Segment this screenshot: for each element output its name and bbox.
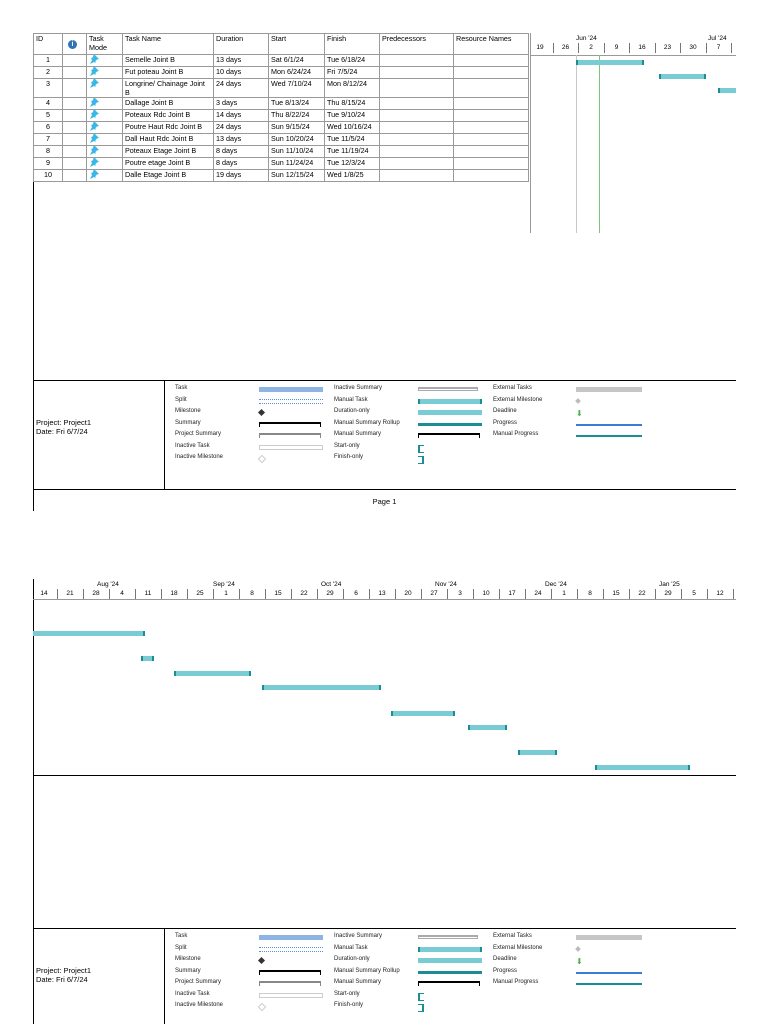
row-start[interactable]: Sun 11/10/24 <box>269 146 325 158</box>
manual-task-icon <box>89 124 99 133</box>
legend-label: Inactive Summary <box>334 933 383 939</box>
row-indicator[interactable] <box>63 158 87 170</box>
gantt-bar-task-6[interactable] <box>262 685 381 690</box>
gantt-bar-task-10[interactable] <box>595 765 690 770</box>
row-duration[interactable]: 13 days <box>214 55 269 67</box>
table-row[interactable] <box>34 79 529 98</box>
ts2-day-label: 8 <box>588 590 592 597</box>
col-header-finish[interactable]: Finish <box>325 34 380 55</box>
legend-label: Task <box>175 385 188 391</box>
ts2-month-label: Sep '24 <box>213 581 235 588</box>
ts2-day-label: 24 <box>534 590 542 597</box>
col-header-indicators[interactable] <box>63 34 87 55</box>
page-number: Page 1 <box>372 497 397 506</box>
ts2-day-label: 17 <box>508 590 516 597</box>
row-task-name[interactable]: Fut poteau Joint B <box>123 67 214 79</box>
manual-task-icon <box>89 160 99 169</box>
row-indicator[interactable] <box>63 134 87 146</box>
col-header-id[interactable]: ID <box>34 34 63 55</box>
manual-progress-legend-icon <box>576 433 642 437</box>
row-task-name[interactable]: Semelle Joint B <box>123 55 214 67</box>
table-row[interactable] <box>34 146 529 158</box>
timescale-bottom-line <box>530 55 736 56</box>
row-task-name[interactable]: Poutre Haut Rdc Joint B <box>123 122 214 134</box>
legend-label: Inactive Summary <box>334 385 383 391</box>
row-task-mode[interactable] <box>87 67 123 79</box>
project-summary-legend-icon <box>259 981 321 986</box>
ts2-month-label: Jan '25 <box>659 581 680 588</box>
legend-label: Progress <box>493 419 518 426</box>
legend-label: Split <box>175 396 187 403</box>
row-start[interactable]: Wed 7/10/24 <box>269 79 325 98</box>
row-start[interactable]: Sun 11/24/24 <box>269 158 325 170</box>
manual-task-icon <box>89 148 99 157</box>
ts2-day-label: 13 <box>378 590 386 597</box>
page-1 <box>33 33 736 511</box>
ts2-day-label: 29 <box>326 590 334 597</box>
row-finish[interactable]: Thu 8/15/24 <box>325 98 380 110</box>
legend-label: Finish-only <box>334 1002 364 1008</box>
milestone-legend-icon <box>259 410 264 415</box>
legend-label: Inactive Milestone <box>175 454 224 460</box>
row-finish[interactable]: Tue 9/10/24 <box>325 110 380 122</box>
duration-only-legend-icon <box>418 958 482 963</box>
row-duration[interactable]: 19 days <box>214 170 269 182</box>
row-id[interactable]: 7 <box>34 134 63 146</box>
project-name: Project: Project1 <box>36 966 92 975</box>
gantt-bar-task-7[interactable] <box>391 711 455 716</box>
summary-legend-icon <box>259 970 321 975</box>
legend-footer <box>33 928 736 1024</box>
row-duration[interactable]: 3 days <box>214 98 269 110</box>
info-icon: i <box>68 40 77 49</box>
legend-label: Summary <box>175 967 201 974</box>
start-only-legend-icon <box>418 993 424 1001</box>
ts2-day-label: 29 <box>664 590 672 597</box>
legend-label: Deadline <box>493 956 517 962</box>
legend-label: External Tasks <box>493 933 532 939</box>
row-predecessors[interactable] <box>380 79 454 98</box>
task-legend-icon <box>259 387 323 392</box>
external-milestone-legend-icon <box>576 947 580 951</box>
project-date: Date: Fri 6/7/24 <box>36 427 88 436</box>
row-task-name[interactable]: Dall Haut Rdc Joint B <box>123 134 214 146</box>
row-predecessors[interactable] <box>380 55 454 67</box>
finish-only-legend-icon <box>418 1004 424 1012</box>
table-row[interactable] <box>34 98 529 110</box>
manual-summary-legend-icon <box>418 433 480 438</box>
row-id[interactable]: 6 <box>34 122 63 134</box>
row-indicator[interactable] <box>63 110 87 122</box>
legend-label: External Tasks <box>493 385 532 391</box>
row-start[interactable]: Sat 6/1/24 <box>269 55 325 67</box>
legend-label: Manual Summary <box>334 431 382 437</box>
ts1-day-label: 23 <box>663 44 672 51</box>
row-id[interactable]: 8 <box>34 146 63 158</box>
row-start[interactable]: Tue 8/13/24 <box>269 98 325 110</box>
legend-label: Duration-only <box>334 408 370 414</box>
row-duration[interactable]: 8 days <box>214 158 269 170</box>
project-summary-legend-icon <box>259 433 321 438</box>
row-id[interactable]: 9 <box>34 158 63 170</box>
row-predecessors[interactable] <box>380 67 454 79</box>
row-start[interactable]: Sun 9/15/24 <box>269 122 325 134</box>
finish-only-legend-icon <box>418 456 424 464</box>
deadline-legend-icon: ⬇ <box>576 409 583 418</box>
legend-divider <box>164 928 165 1024</box>
row-finish[interactable]: Wed 10/16/24 <box>325 122 380 134</box>
manual-task-icon <box>89 81 99 90</box>
table-row[interactable] <box>34 55 529 67</box>
row-finish[interactable]: Wed 1/8/25 <box>325 170 380 182</box>
gantt-bar-task-3[interactable] <box>718 88 736 93</box>
legend-divider <box>164 380 165 490</box>
row-id[interactable]: 4 <box>34 98 63 110</box>
ts2-day-label: 6 <box>354 590 358 597</box>
col-header-task-name[interactable]: Task Name <box>123 34 214 55</box>
manual-task-icon <box>89 57 99 66</box>
table-row[interactable] <box>34 170 529 182</box>
legend-label: Inactive Milestone <box>175 1002 224 1008</box>
row-indicator[interactable] <box>63 98 87 110</box>
manual-task-icon <box>89 112 99 121</box>
ts2-day-label: 1 <box>562 590 566 597</box>
manual-summary-legend-icon <box>418 981 480 986</box>
task-table <box>33 33 529 182</box>
row-id[interactable]: 10 <box>34 170 63 182</box>
legend-label: Milestone <box>175 408 201 414</box>
row-duration[interactable]: 24 days <box>214 79 269 98</box>
inactive-milestone-legend-icon <box>259 456 265 462</box>
progress-legend-icon <box>576 970 642 974</box>
ts2-day-label: 8 <box>250 590 254 597</box>
legend-label: Deadline <box>493 408 517 414</box>
row-id[interactable]: 3 <box>34 79 63 98</box>
current-date-line <box>599 55 600 233</box>
gantt-bar-task-5[interactable] <box>174 671 251 676</box>
legend-label: Duration-only <box>334 956 370 962</box>
row-predecessors[interactable] <box>380 146 454 158</box>
row-indicator[interactable] <box>63 146 87 158</box>
legend-label: External Milestone <box>493 944 543 951</box>
row-resources[interactable] <box>454 98 529 110</box>
ts1-day-label: 30 <box>689 44 697 51</box>
table-row[interactable] <box>34 134 529 146</box>
row-duration[interactable]: 13 days <box>214 134 269 146</box>
legend-label: Milestone <box>175 956 201 962</box>
inactive-milestone-legend-icon <box>259 1004 265 1010</box>
gantt-bar-task-2[interactable] <box>659 74 706 79</box>
row-resources[interactable] <box>454 134 529 146</box>
row-task-mode[interactable] <box>87 158 123 170</box>
start-only-legend-icon <box>418 445 424 453</box>
legend-label: Project Summary <box>175 431 222 437</box>
legend-label: Manual Task <box>334 944 368 951</box>
timescale-page-1 <box>530 33 736 55</box>
progress-legend-icon <box>576 422 642 426</box>
row-duration[interactable]: 10 days <box>214 67 269 79</box>
month-gridline <box>576 55 577 233</box>
row-indicator[interactable] <box>63 122 87 134</box>
table-row[interactable] <box>34 158 529 170</box>
row-indicator[interactable] <box>63 55 87 67</box>
legend-label: Start-only <box>334 990 360 997</box>
ts2-day-label: 25 <box>196 590 204 597</box>
manual-task-icon <box>89 172 99 181</box>
row-indicator[interactable] <box>63 170 87 182</box>
col-header-predecessors[interactable]: Predecessors <box>380 34 454 55</box>
legend-label: Manual Summary Rollup <box>334 967 400 974</box>
row-resources[interactable] <box>454 158 529 170</box>
manual-task-icon <box>89 69 99 78</box>
row-finish[interactable]: Tue 6/18/24 <box>325 55 380 67</box>
page-2 <box>33 579 736 1024</box>
row-indicator[interactable] <box>63 79 87 98</box>
row-resources[interactable] <box>454 79 529 98</box>
legend-footer <box>33 380 736 490</box>
legend-label: External Milestone <box>493 396 543 403</box>
legend-label: Manual Summary Rollup <box>334 419 400 426</box>
row-resources[interactable] <box>454 55 529 67</box>
row-task-mode[interactable] <box>87 134 123 146</box>
row-predecessors[interactable] <box>380 158 454 170</box>
milestone-legend-icon <box>259 958 264 963</box>
ts1-day-label: 2 <box>589 44 593 51</box>
row-id[interactable]: 1 <box>34 55 63 67</box>
manual-task-legend-icon <box>418 399 482 404</box>
table-header-row <box>34 34 529 55</box>
row-task-name[interactable]: Poutre etage Joint B <box>123 158 214 170</box>
row-task-mode[interactable] <box>87 110 123 122</box>
ts1-day-label: 26 <box>561 44 570 51</box>
manual-summary-rollup-legend-icon <box>418 970 482 974</box>
ts2-month-label: Aug '24 <box>97 581 119 588</box>
legend-label: Manual Summary <box>334 979 382 985</box>
row-resources[interactable] <box>454 146 529 158</box>
manual-progress-legend-icon <box>576 981 642 985</box>
row-task-mode[interactable] <box>87 146 123 158</box>
legend-label: Summary <box>175 419 201 426</box>
row-id[interactable]: 2 <box>34 67 63 79</box>
legend-label: Manual Progress <box>493 979 539 985</box>
ts2-day-label: 5 <box>692 590 696 597</box>
row-resources[interactable] <box>454 122 529 134</box>
row-duration[interactable]: 14 days <box>214 110 269 122</box>
ts2-day-label: 22 <box>300 590 308 597</box>
gantt-divider <box>530 33 531 233</box>
row-id[interactable]: 5 <box>34 110 63 122</box>
inactive-task-legend-icon <box>259 445 323 450</box>
ts2-day-label: 14 <box>40 590 48 597</box>
legend-label: Inactive Task <box>175 442 210 449</box>
row-duration[interactable]: 24 days <box>214 122 269 134</box>
table-row[interactable] <box>34 122 529 134</box>
row-predecessors[interactable] <box>380 134 454 146</box>
col-header-duration[interactable]: Duration <box>214 34 269 55</box>
row-task-mode[interactable] <box>87 170 123 182</box>
ts1-day-label: 7 <box>716 44 721 51</box>
legend-label: Task <box>175 933 188 939</box>
ts1-day-label: 9 <box>614 44 619 51</box>
col-header-start[interactable]: Start <box>269 34 325 55</box>
table-row[interactable] <box>34 67 529 79</box>
row-predecessors[interactable] <box>380 98 454 110</box>
row-task-name[interactable]: Poteaux Rdc Joint B <box>123 110 214 122</box>
split-legend-icon <box>259 947 323 952</box>
legend-label: Project Summary <box>175 979 222 985</box>
row-task-mode[interactable] <box>87 122 123 134</box>
ts2-day-label: 15 <box>612 590 620 597</box>
gantt-bar-task-4[interactable] <box>141 656 154 661</box>
ts2-month-label: Oct '24 <box>321 581 342 588</box>
timescale-bottom-line <box>33 599 736 600</box>
inactive-summary-legend-icon <box>418 387 478 391</box>
row-duration[interactable]: 8 days <box>214 146 269 158</box>
legend-label: Start-only <box>334 442 360 449</box>
gantt-bottom-line <box>33 775 736 776</box>
legend-label: Inactive Task <box>175 990 210 997</box>
project-date: Date: Fri 6/7/24 <box>36 975 88 984</box>
row-task-mode[interactable] <box>87 79 123 98</box>
legend-label: Manual Task <box>334 396 368 403</box>
manual-task-icon <box>89 136 99 145</box>
ts2-month-label: Dec '24 <box>545 581 567 588</box>
manual-task-icon <box>89 100 99 109</box>
row-resources[interactable] <box>454 110 529 122</box>
row-predecessors[interactable] <box>380 122 454 134</box>
ts2-day-label: 20 <box>404 590 412 597</box>
row-start[interactable]: Sun 12/15/24 <box>269 170 325 182</box>
gantt-bar-task-1[interactable] <box>576 60 644 65</box>
split-legend-icon <box>259 399 323 404</box>
gantt-bar-task-9[interactable] <box>518 750 557 755</box>
row-finish[interactable]: Tue 12/3/24 <box>325 158 380 170</box>
external-tasks-legend-icon <box>576 387 642 392</box>
ts2-day-label: 15 <box>274 590 282 597</box>
row-start[interactable]: Sun 10/20/24 <box>269 134 325 146</box>
ts1-day-label: 16 <box>638 44 646 51</box>
legend-label: Split <box>175 944 187 951</box>
ts1-day-label: 19 <box>536 44 544 51</box>
legend-label: Finish-only <box>334 454 364 460</box>
row-task-name[interactable]: Dalle Etage Joint B <box>123 170 214 182</box>
col-header-resource-names[interactable]: Resource Names <box>454 34 529 55</box>
timescale-tick <box>733 589 734 599</box>
ts2-day-label: 28 <box>92 590 100 597</box>
row-resources[interactable] <box>454 67 529 79</box>
inactive-summary-legend-icon <box>418 935 478 939</box>
ts2-day-label: 3 <box>458 590 462 597</box>
ts1-month-label: Jun '24 <box>576 35 597 42</box>
external-milestone-legend-icon <box>576 399 580 403</box>
external-tasks-legend-icon <box>576 935 642 940</box>
manual-summary-rollup-legend-icon <box>418 422 482 426</box>
row-task-mode[interactable] <box>87 55 123 67</box>
gantt-bar-task-3-cont[interactable] <box>33 631 145 636</box>
row-finish[interactable]: Tue 11/19/24 <box>325 146 380 158</box>
ts2-day-label: 21 <box>66 590 74 597</box>
row-task-mode[interactable] <box>87 98 123 110</box>
task-legend-icon <box>259 935 323 940</box>
row-finish[interactable]: Tue 11/5/24 <box>325 134 380 146</box>
row-resources[interactable] <box>454 170 529 182</box>
timescale-tick <box>731 43 732 53</box>
legend-label: Progress <box>493 967 518 974</box>
timescale-page-2 <box>33 579 736 599</box>
row-predecessors[interactable] <box>380 110 454 122</box>
ts2-day-label: 12 <box>716 590 724 597</box>
ts2-day-label: 1 <box>224 590 228 597</box>
ts2-day-label: 10 <box>482 590 490 597</box>
gantt-bar-task-8[interactable] <box>468 725 507 730</box>
manual-task-legend-icon <box>418 947 482 952</box>
ts1-month-label: Jul '24 <box>708 35 727 42</box>
table-row[interactable] <box>34 110 529 122</box>
row-finish[interactable]: Fri 7/5/24 <box>325 67 380 79</box>
project-name: Project: Project1 <box>36 418 92 427</box>
duration-only-legend-icon <box>418 410 482 415</box>
footer-bottom-line <box>33 489 736 490</box>
row-task-name[interactable]: Dallage Joint B <box>123 98 214 110</box>
row-indicator[interactable] <box>63 67 87 79</box>
row-predecessors[interactable] <box>380 170 454 182</box>
row-start[interactable]: Thu 8/22/24 <box>269 110 325 122</box>
ts2-day-label: 18 <box>170 590 178 597</box>
legend-label: Manual Progress <box>493 431 539 437</box>
ts2-day-label: 27 <box>430 590 438 597</box>
row-finish[interactable]: Mon 8/12/24 <box>325 79 380 98</box>
row-start[interactable]: Mon 6/24/24 <box>269 67 325 79</box>
row-task-name[interactable]: Poteaux Etage Joint B <box>123 146 214 158</box>
deadline-legend-icon: ⬇ <box>576 957 583 966</box>
ts2-day-label: 4 <box>120 590 124 597</box>
inactive-task-legend-icon <box>259 993 323 998</box>
ts2-month-label: Nov '24 <box>435 581 457 588</box>
summary-legend-icon <box>259 422 321 427</box>
col-header-task-mode[interactable]: Task Mode <box>87 34 123 55</box>
row-task-name[interactable]: Longrine/ Chainage Joint B <box>123 79 214 98</box>
ts2-day-label: 11 <box>144 590 152 597</box>
ts2-day-label: 22 <box>638 590 646 597</box>
